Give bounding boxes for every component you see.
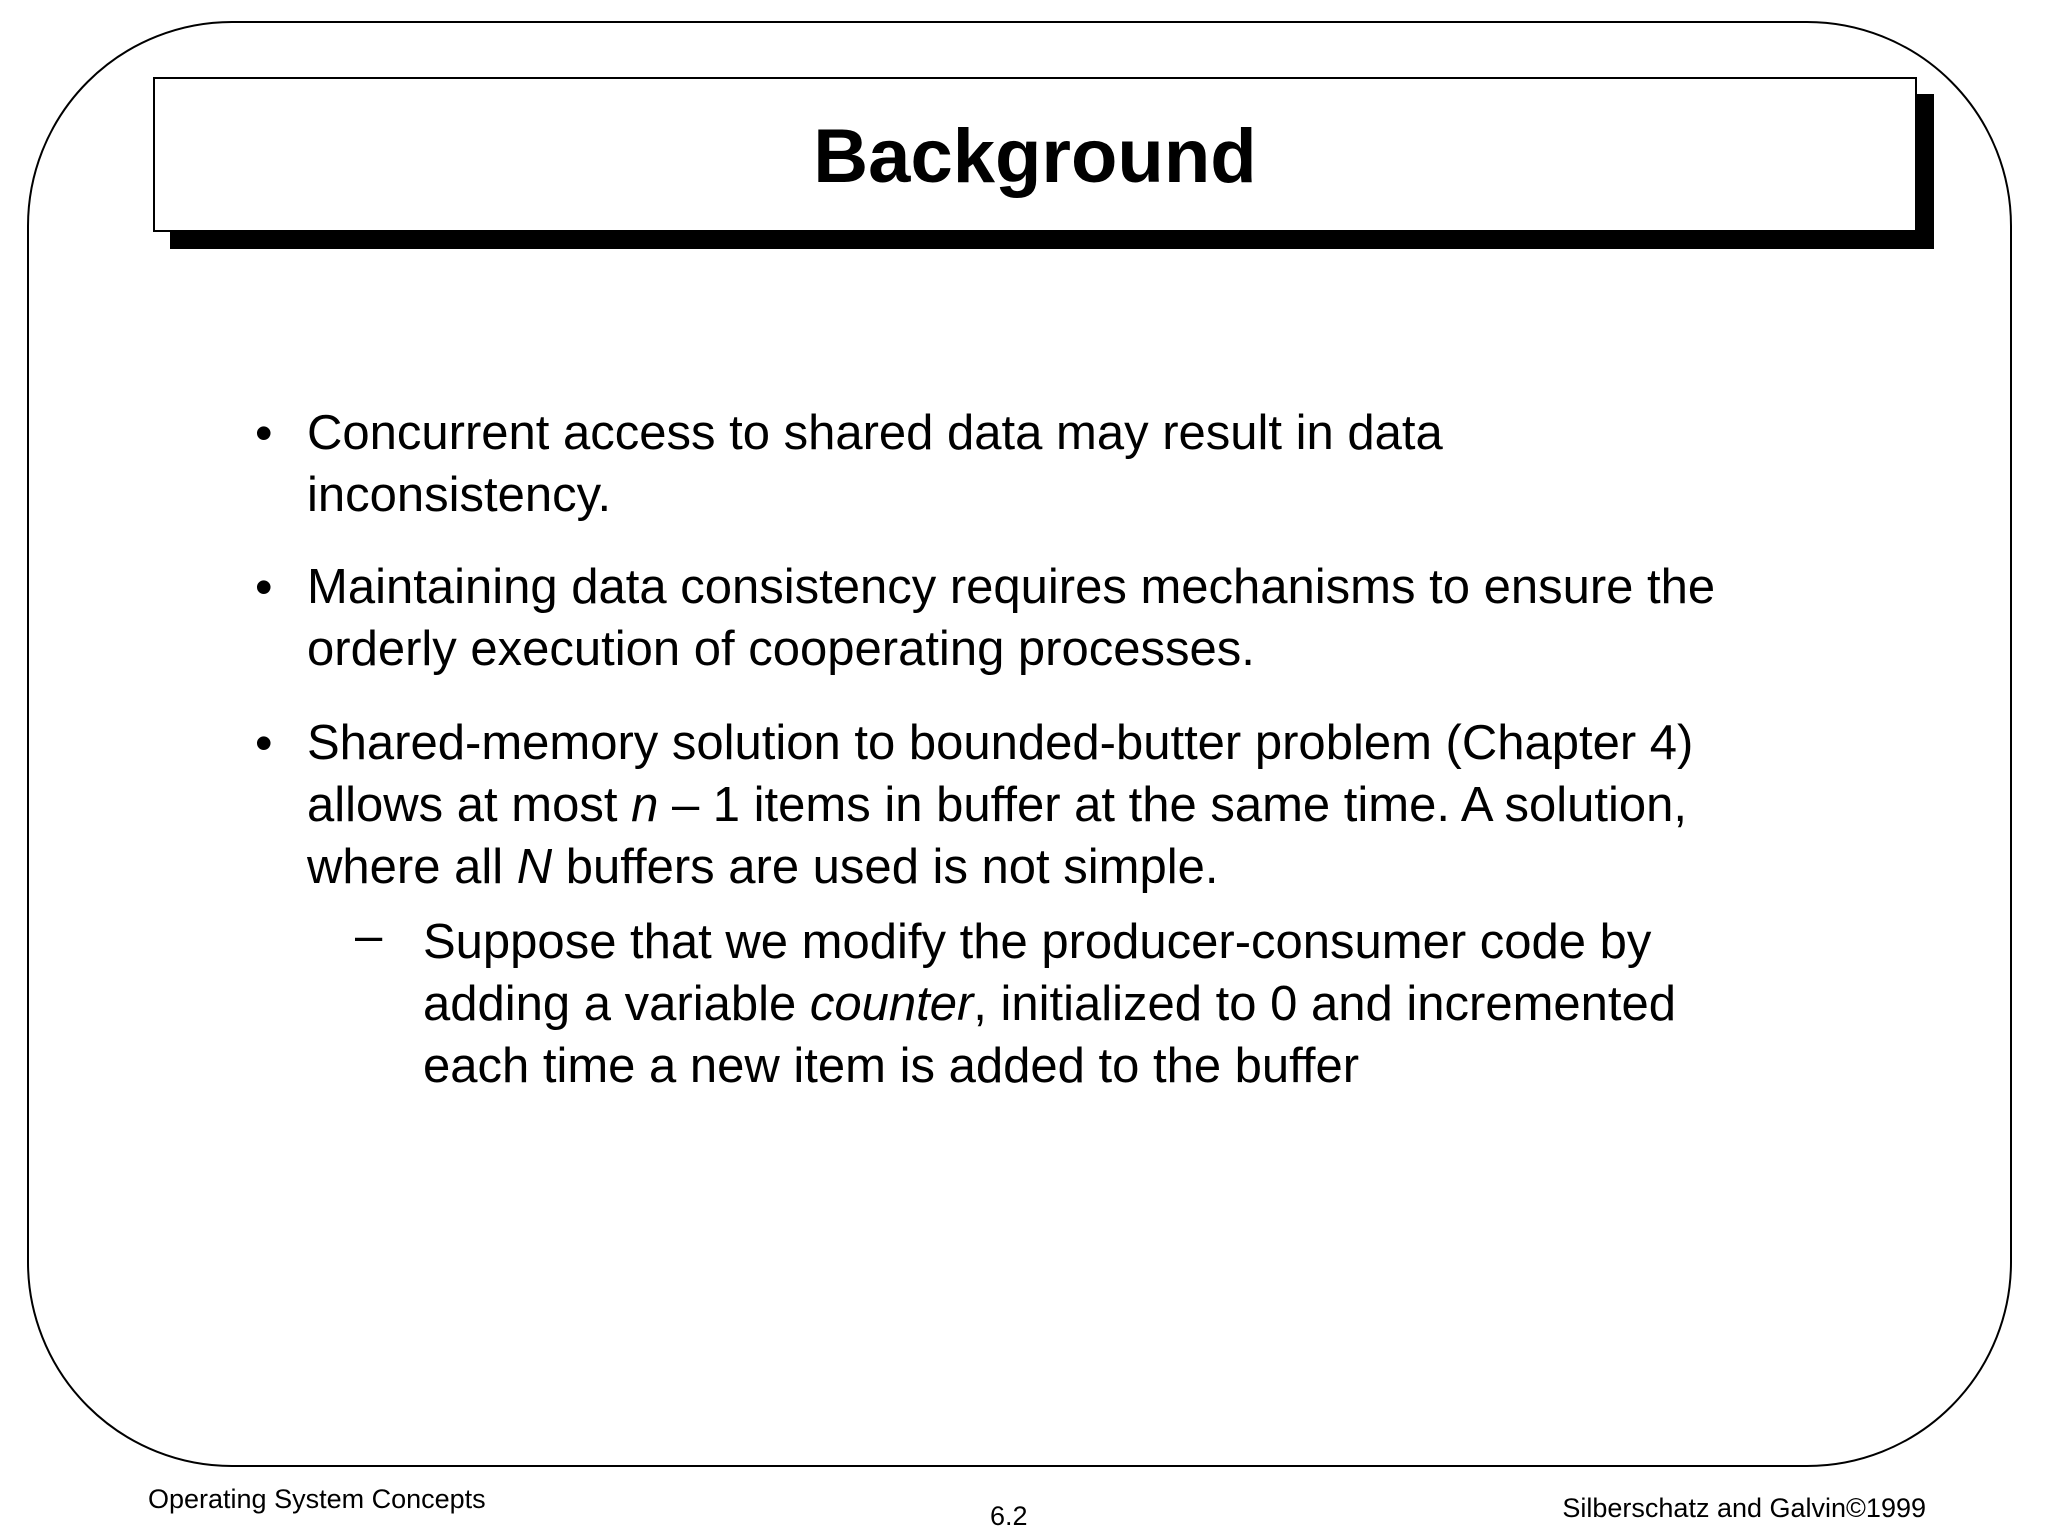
text-run: adding a variable [423, 977, 810, 1031]
sub-bullet-line: each time a new item is added to the buffer [423, 1039, 1360, 1093]
bullet-line [307, 774, 1857, 836]
text-run: , initialized to 0 and incremented [973, 977, 1677, 1031]
bullet-line: inconsistency. [307, 468, 612, 522]
text-run: buffers are used is not simple. [552, 840, 1219, 894]
bullet-line: orderly execution of cooperating processes. [307, 622, 1255, 676]
italic-variable-counter: counter [809, 977, 974, 1031]
sub-bullet-text [423, 911, 1843, 1097]
bullet-text [307, 402, 1857, 526]
bullet-line: Maintaining data consistency requires mechanisms to ensure the [307, 560, 1716, 614]
text-run: – 1 items in buffer at the same time. A solution, [658, 778, 1687, 832]
sub-bullet-line [423, 973, 1843, 1035]
footer-page-number: 6.2 [990, 1501, 1028, 1531]
sub-bullet-marker: – [355, 909, 383, 963]
italic-variable-n: n [631, 778, 659, 832]
bullet-marker: • [255, 559, 273, 615]
slide-title: Background [813, 113, 1257, 199]
title-box [153, 77, 1917, 232]
italic-variable-N: N [516, 840, 553, 894]
footer-copyright: Silberschatz and Galvin©1999 [1562, 1493, 1926, 1523]
bullet-marker: • [255, 715, 273, 771]
footer-book-title: Operating System Concepts [148, 1484, 486, 1514]
bullet-text [307, 556, 1857, 680]
sub-bullet-line: Suppose that we modify the producer-consumer code by [423, 915, 1652, 969]
bullet-marker: • [255, 405, 273, 461]
bullet-line: Shared-memory solution to bounded-butter problem (Chapter 4) [307, 716, 1694, 770]
bullet-line: Concurrent access to shared data may result in data [307, 406, 1443, 460]
bullet-line [307, 836, 1857, 898]
text-run: allows at most [307, 778, 632, 832]
bullet-text [307, 712, 1857, 898]
text-run: where all [307, 840, 517, 894]
